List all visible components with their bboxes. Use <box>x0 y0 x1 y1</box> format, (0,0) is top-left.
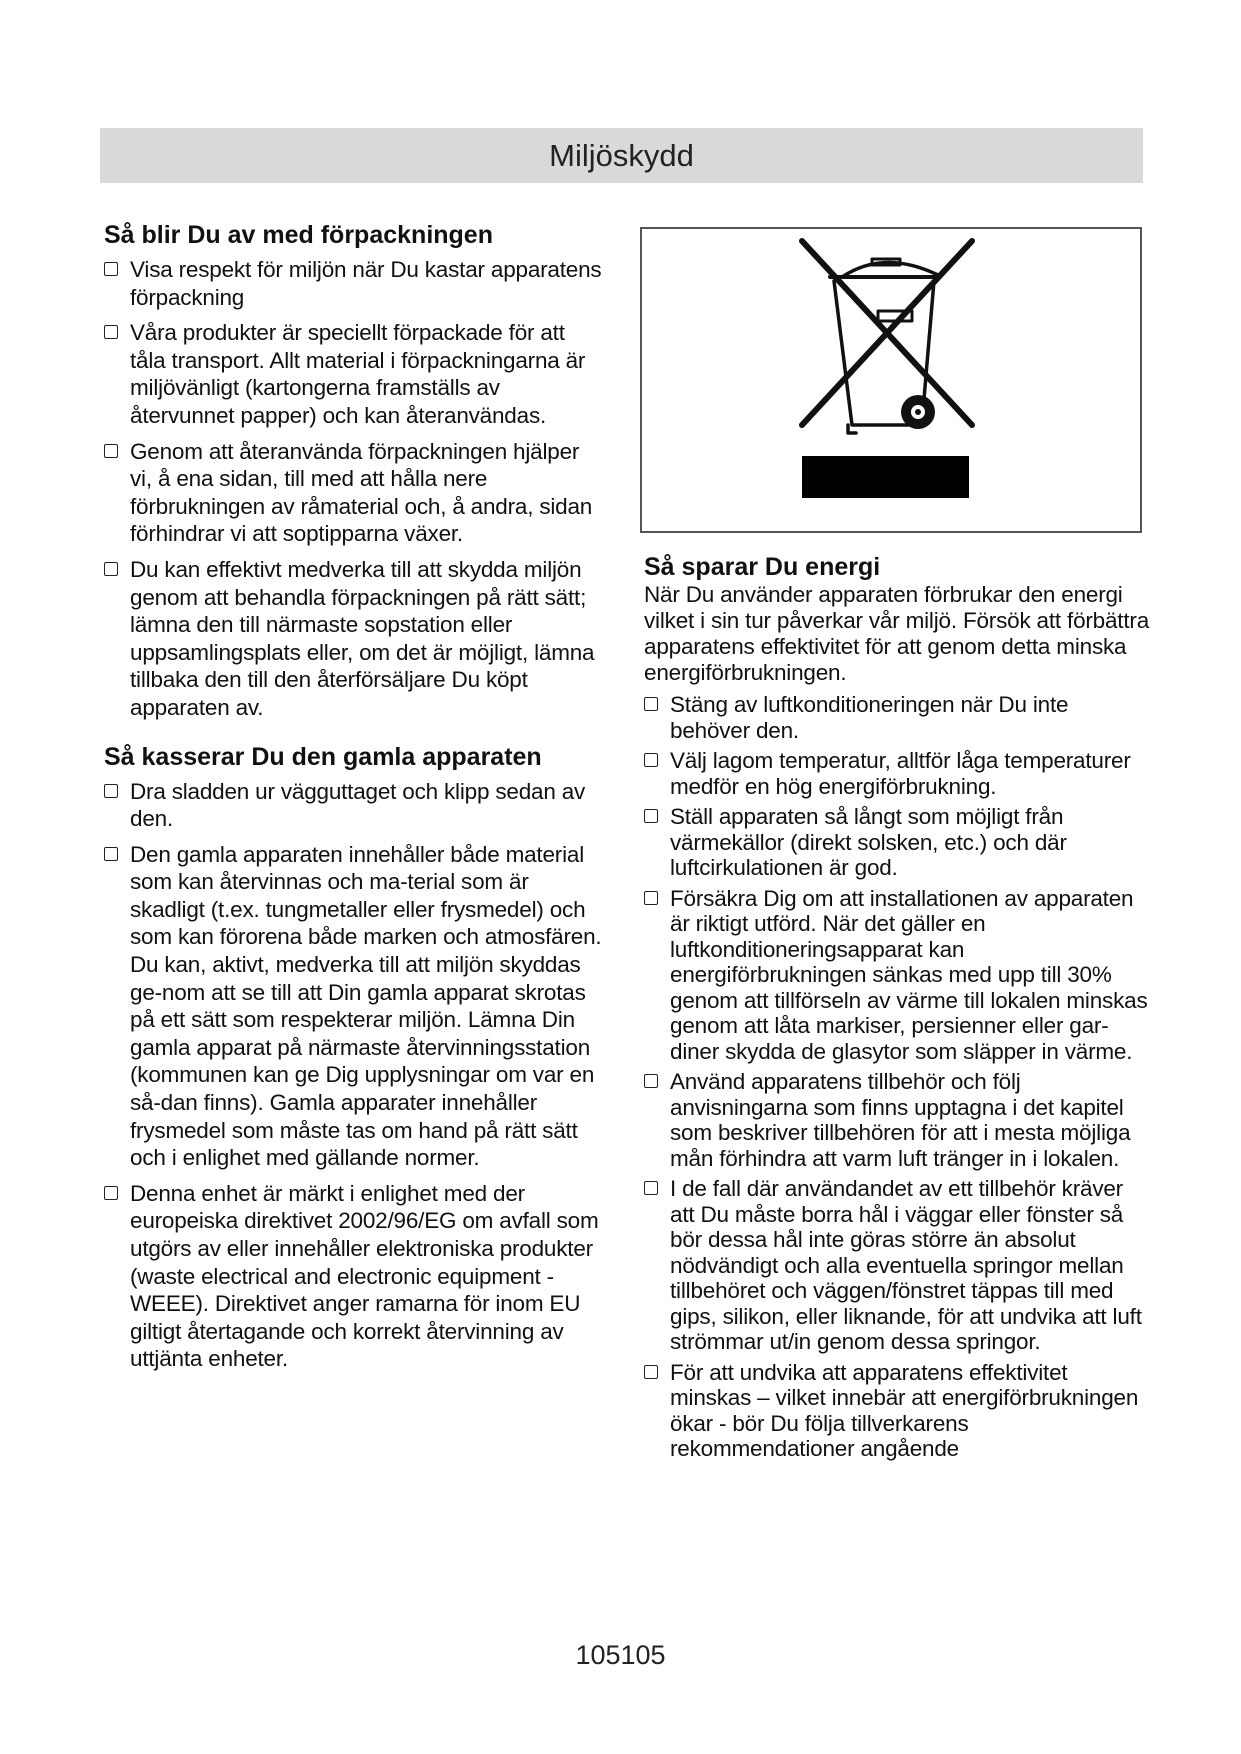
list-item <box>644 1176 1149 1355</box>
energy-heading: Så sparar Du energi <box>644 553 881 581</box>
list-item <box>644 1069 1149 1171</box>
checkbox-bullet-icon <box>644 697 658 711</box>
list-item <box>644 692 1149 743</box>
checkbox-bullet-icon <box>104 325 118 339</box>
checkbox-bullet-icon <box>644 1074 658 1088</box>
page-title: Miljöskydd <box>549 137 694 173</box>
right-column <box>644 552 1149 1467</box>
list-item-text: För att undvika att apparatens effektivitet minskas – vilket innebär att energiförbrukningen ökar - bör Du följa tillverkarens rekommendationer angående <box>670 1359 1139 1461</box>
checkbox-bullet-icon <box>104 262 118 276</box>
list-item-text: Försäkra Dig om att installationen av apparaten är riktigt utförd. När det gäller en luftkonditioneringsapparat kan energiförbrukningen sänkas med upp till 30% genom att tillförseln av värme till lokalen minskas genom att låta markiser, persienner eller gar-diner skydda de glasytor som släpper in värme. <box>670 885 1148 1064</box>
checkbox-bullet-icon <box>104 1186 118 1200</box>
energy-list <box>644 692 1149 1462</box>
list-item <box>104 438 604 548</box>
list-item-text: Du kan effektivt medverka till att skydda miljön genom att behandla förpackningen på rätt sätt; lämna den till närmaste sopstation eller uppsamlingsplats eller, om det är möjligt, lämna tillbaka den till den återförsäljare Du köpt apparaten av. <box>130 556 595 720</box>
disposal-list <box>104 778 604 1373</box>
list-item-text: Använd apparatens tillbehör och följ anvisningarna som finns upptagna i det kapitel som beskriver tillbehören för att i mesta möjliga mån förhindra att varm luft tränger in i lokalen. <box>670 1069 1131 1171</box>
list-item <box>644 886 1149 1065</box>
list-item-text: Våra produkter är speciellt förpackade för att tåla transport. Allt material i förpackningarna är miljövänligt (kartongerna framställs av återvunnet papper) och kan återanvändas. <box>130 320 586 428</box>
checkbox-bullet-icon <box>104 847 118 861</box>
list-item <box>104 1180 604 1373</box>
packaging-heading: Så blir Du av med förpackningen <box>104 221 493 249</box>
crossed-out-bin-icon <box>642 229 1140 531</box>
weee-figure <box>640 227 1142 533</box>
list-item <box>644 748 1149 799</box>
disposal-heading: Så kasserar Du den gamla apparaten <box>104 742 542 771</box>
list-item-text: Stäng av luftkonditioneringen när Du inte behöver den. <box>670 692 1069 743</box>
energy-intro: När Du använder apparaten förbrukar den energi vilket i sin tur påverkar vår miljö. Försök att förbättra apparatens effektivitet för att genom detta minska energiförbrukningen. <box>644 582 1150 685</box>
page-number: 105105 <box>575 1640 666 1670</box>
list-item <box>104 841 604 1172</box>
list-item <box>104 256 604 311</box>
checkbox-bullet-icon <box>104 784 118 798</box>
list-item-text: Den gamla apparaten innehåller både material som kan återvinnas och ma-terial som är skadligt (t.ex. tungmetaller eller frysmedel) och som kan förorena både marken och atmosfären. Du kan, aktivt, medverka till att miljön skyddas ge-nom att se till att Din gamla apparat skrotas på ett sätt som respekterar miljön. Lämna Din gamla apparat på närmaste återvinningsstation (kommunen kan ge Dig upplysningar om var en så-dan finns). Gamla apparater innehåller frysmedel som måste tas om hand på rätt sätt och i enlighet med gällande normer. <box>130 841 602 1171</box>
checkbox-bullet-icon <box>644 1181 658 1195</box>
checkbox-bullet-icon <box>644 753 658 767</box>
list-item <box>104 319 604 429</box>
checkbox-bullet-icon <box>644 1365 658 1379</box>
checkbox-bullet-icon <box>644 891 658 905</box>
list-item <box>104 778 604 833</box>
list-item-text: Visa respekt för miljön när Du kastar apparatens förpackning <box>130 257 602 310</box>
left-column <box>104 220 604 1381</box>
list-item-text: Ställ apparaten så långt som möjligt från värmekällor (direkt solsken, etc.) och där luftcirkulationen är god. <box>670 804 1067 880</box>
checkbox-bullet-icon <box>644 809 658 823</box>
checkbox-bullet-icon <box>104 562 118 576</box>
packaging-list <box>104 256 604 722</box>
list-item-text: Dra sladden ur vägguttaget och klipp sedan av den. <box>130 778 586 832</box>
list-item-text: Välj lagom temperatur, alltför låga temperaturer medför en hög energiförbrukning. <box>670 748 1131 799</box>
list-item-text: Genom att återanvända förpackningen hjälper vi, å ena sidan, till med att hålla nere förbrukningen av råmaterial och, å andra, sidan förhindrar vi att soptipparna växer. <box>130 438 593 547</box>
section-header-bar <box>100 128 1143 183</box>
checkbox-bullet-icon <box>104 444 118 458</box>
list-item <box>104 556 604 722</box>
list-item-text: Denna enhet är märkt i enlighet med der europeiska direktivet 2002/96/EG om avfall som utgörs av eller innehåller elektroniska produkter (waste electrical and electronic equipment - WEEE). Direktivet anger ramarna för inom EU giltigt återtagande och korrekt återvinning av uttjänta enheter. <box>130 1180 599 1372</box>
list-item <box>644 1360 1149 1462</box>
list-item <box>644 804 1149 881</box>
list-item-text: I de fall där användandet av ett tillbehör kräver att Du måste borra hål i väggar eller fönster så bör dessa hål inte göras större än absolut nödvändigt och alla eventuella springor mellan tillbehöret och väggen/fönstret täppas till med gips, silikon, eller liknande, för att undvika att luft strömmar ut/in genom dessa springor. <box>670 1176 1142 1354</box>
